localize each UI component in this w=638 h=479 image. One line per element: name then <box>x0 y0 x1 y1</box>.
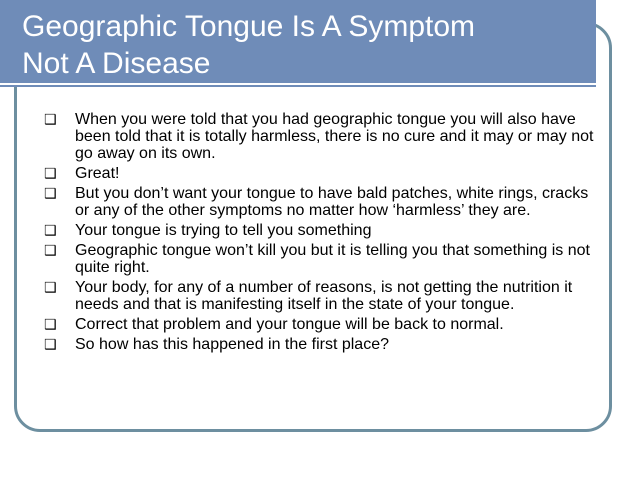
list-item <box>44 242 604 276</box>
square-bullet-icon: ❑ <box>44 242 57 258</box>
bullet-text: When you were told that you had geographic tongue you will also have been told that it is totally harmless, there is no cure and it may or may not go away on its own. <box>75 111 594 162</box>
square-bullet-icon: ❑ <box>44 336 57 352</box>
list-item <box>44 279 604 313</box>
list-item <box>44 165 604 182</box>
bullet-text: But you don’t want your tongue to have bald patches, white rings, cracks or any of the other symptoms no matter how ‘harmless’ they are. <box>75 185 589 219</box>
bullet-text: Geographic tongue won’t kill you but it is telling you that something is not quite right. <box>75 242 590 276</box>
title-underline <box>0 83 596 85</box>
bullet-text: Your tongue is trying to tell you something <box>75 222 372 239</box>
title-line-1: Geographic Tongue Is A Symptom <box>22 10 476 43</box>
square-bullet-icon: ❑ <box>44 111 57 127</box>
bullet-text: Correct that problem and your tongue will be back to normal. <box>75 316 504 333</box>
bullet-list <box>44 111 604 356</box>
square-bullet-icon: ❑ <box>44 279 57 295</box>
square-bullet-icon: ❑ <box>44 316 57 332</box>
bullet-text: Your body, for any of a number of reasons, is not getting the nutrition it needs and that is manifesting itself in the state of your tongue. <box>75 279 573 313</box>
square-bullet-icon: ❑ <box>44 185 57 201</box>
square-bullet-icon: ❑ <box>44 165 57 181</box>
list-item <box>44 111 604 162</box>
list-item <box>44 316 604 333</box>
list-item <box>44 185 604 219</box>
title-band <box>0 0 596 87</box>
bullet-text: Great! <box>75 165 120 182</box>
list-item <box>44 336 604 353</box>
page-title <box>22 8 582 82</box>
title-line-2: Not A Disease <box>22 47 211 80</box>
list-item <box>44 222 604 239</box>
square-bullet-icon: ❑ <box>44 222 57 238</box>
bullet-text: So how has this happened in the first place? <box>75 336 389 353</box>
